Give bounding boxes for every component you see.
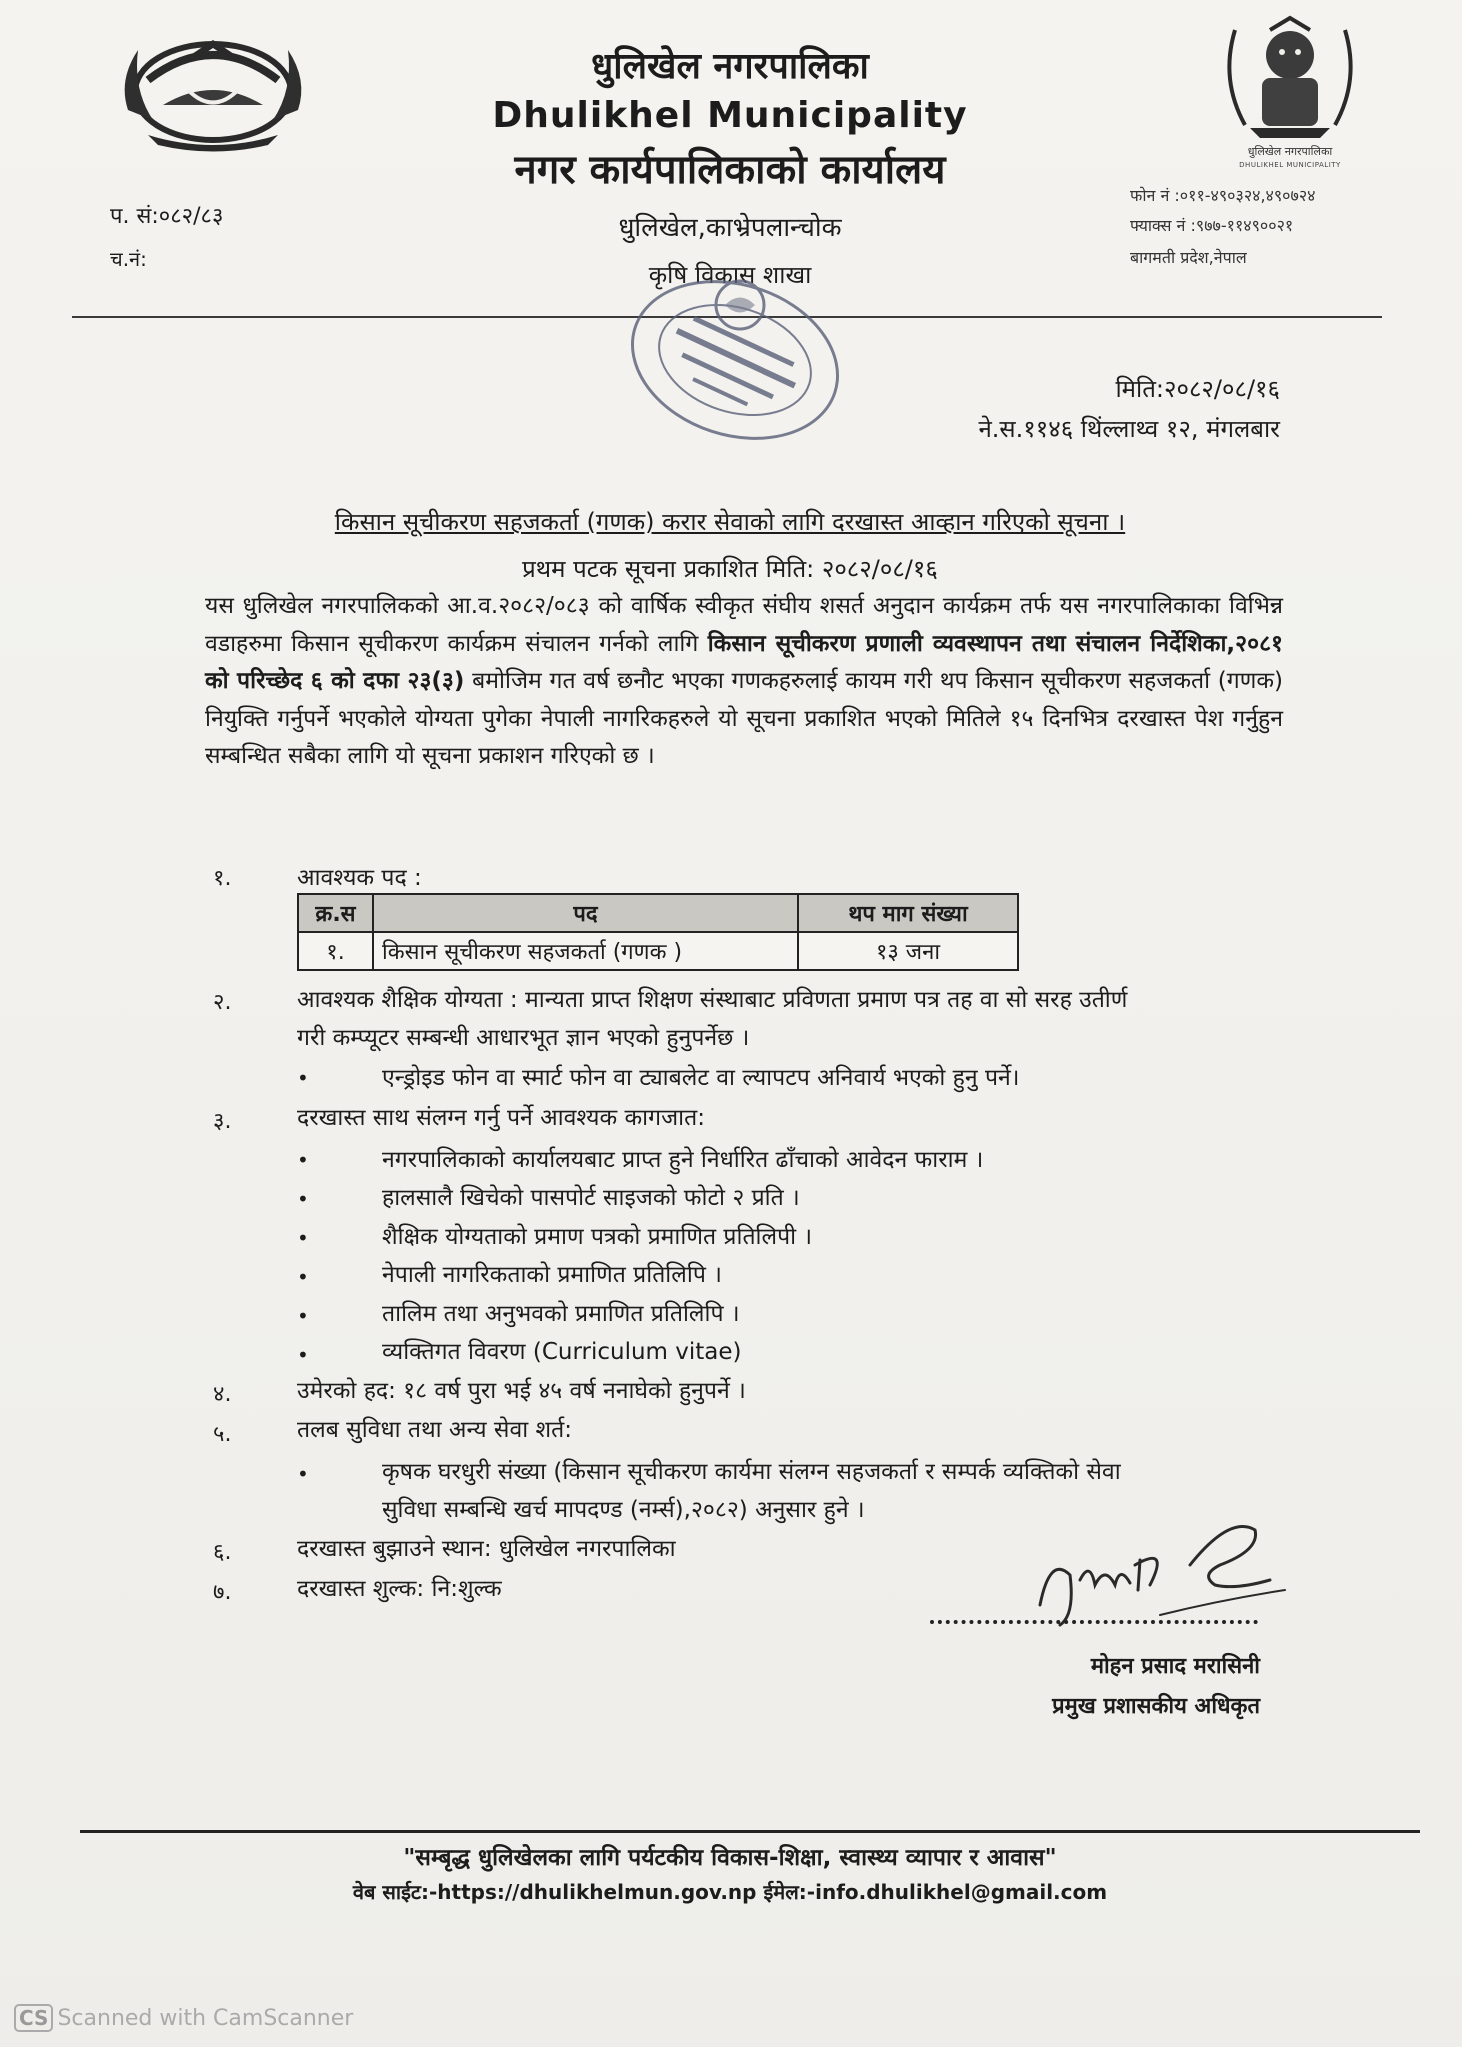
bullet-icon: •	[297, 1148, 309, 1172]
bullet-icon: •	[297, 1462, 309, 1486]
municipality-emblem-icon	[108, 20, 318, 155]
footer-divider	[80, 1830, 1420, 1833]
deity-logo	[1200, 10, 1380, 180]
item-1-label: आवश्यक पद :	[297, 865, 422, 891]
deity-logo-icon	[1200, 10, 1380, 145]
table-cell-post: किसान सूचीकरण सहजकर्ता (गणक )	[373, 932, 798, 970]
bullet-icon: •	[297, 1066, 309, 1090]
item-5-bullet-line-1: कृषक घरधुरी संख्या (किसान सूचीकरण कार्यमा संलग्न सहजकर्ता र सम्पर्क व्यक्तिको सेवा	[382, 1459, 1121, 1485]
list-item: हालसालै खिचेको पासपोर्ट साइजको फोटो २ प्रति ।	[382, 1185, 800, 1211]
signatory-name: मोहन प्रसाद मरासिनी	[1090, 1654, 1260, 1679]
item-7-number: ७.	[213, 1580, 232, 1605]
table-header-post: पद	[373, 894, 798, 932]
dispatch-number: च.नं:	[110, 247, 147, 271]
office-stamp-icon	[610, 275, 860, 450]
table-header-row	[298, 894, 1018, 932]
contact-province: बागमती प्रदेश,नेपाल	[1130, 248, 1247, 267]
posts-table	[297, 893, 1019, 971]
item-2-line-2: गरी कम्प्यूटर सम्बन्धी आधारभूत ज्ञान भएको हुनुपर्नेछ ।	[297, 1025, 750, 1051]
item-5-bullet-line-2: सुविधा सम्बन्धि खर्च मापदण्ड (नर्म्स),२०८२) अनुसार हुने ।	[382, 1497, 865, 1523]
item-3-label: दरखास्त साथ संलग्न गर्नु पर्ने आवश्यक कागजात:	[297, 1105, 705, 1131]
notice-body	[205, 588, 1283, 776]
published-date: प्रथम पटक सूचना प्रकाशित मिति: २०८२/०८/१६	[522, 555, 938, 583]
table-header-count: थप माग संख्या	[798, 894, 1018, 932]
signature-line	[930, 1620, 1258, 1624]
bullet-icon: •	[297, 1187, 309, 1211]
list-item: नगरपालिकाको कार्यालयबाट प्राप्त हुने निर्धारित ढाँचाको आवेदन फाराम ।	[382, 1147, 984, 1173]
item-5-number: ५.	[213, 1422, 232, 1447]
reference-number: प. सं:०८२/८३	[110, 204, 224, 229]
contact-phone: फोन नं :०११-४९०३२४,४९०७२४	[1130, 186, 1316, 205]
item-6-number: ६.	[213, 1540, 232, 1565]
footer-slogan: "सम्बृद्ध धुलिखेलका लागि पर्यटकीय विकास-शिक्षा, स्वास्थ्य व्यापार र आवास"	[403, 1845, 1057, 1871]
nepal-sambat-date: ने.स.११४६ थिंल्लाथ्व १२, मंगलबार	[978, 415, 1280, 443]
signatory-title: प्रमुख प्रशासकीय अधिकृत	[1052, 1694, 1260, 1719]
logo-caption: धुलिखेल नगरपालिका	[1247, 145, 1333, 158]
bullet-icon: •	[297, 1304, 309, 1328]
website-label: वेब साईट:-	[352, 1880, 438, 1904]
table-cell-sn: १.	[298, 932, 373, 970]
notice-body-bold: किसान सूचीकरण प्रणाली व्यवस्थापन तथा संचालन निर्देशिका,२०८१ को परिच्छेद ६ को दफा २३(३)	[205, 630, 1283, 695]
item-7-text: दरखास्त शुल्क: नि:शुल्क	[297, 1576, 502, 1602]
camscanner-logo-icon: CS	[14, 2004, 53, 2032]
list-item: तालिम तथा अनुभवको प्रमाणित प्रतिलिपि ।	[382, 1301, 740, 1327]
item-2-number: २.	[213, 990, 232, 1015]
item-6-text: दरखास्त बुझाउने स्थान: धुलिखेल नगरपालिका	[297, 1536, 676, 1562]
bullet-icon: •	[297, 1226, 309, 1250]
item-5-label: तलब सुविधा तथा अन्य सेवा शर्त:	[297, 1417, 573, 1443]
camscanner-watermark	[14, 2004, 353, 2032]
signature-icon	[1020, 1505, 1290, 1635]
item-2-line-1: आवश्यक शैक्षिक योग्यता : मान्यता प्राप्त शिक्षण संस्थाबाट प्रविणता प्रमाण पत्र तह वा सो सरह उतीर्ण	[297, 987, 1128, 1013]
list-item: शैक्षिक योग्यताको प्रमाण पत्रको प्रमाणित प्रतिलिपी ।	[382, 1224, 813, 1250]
table-header-sn: क्र.स	[298, 894, 373, 932]
notice-body-part2: बमोजिम गत वर्ष छनौट भएका गणकहरुलाई कायम गरी थप किसान सूचीकरण सहजकर्ता (गणक) नियुक्ति गर्नुपर्ने भएकोले योग्यता पुगेका नेपाली नागरिकहरुले यो सूचना प्रकाशित भएको मितिले १५ दिनभित्र दरखास्त पेश गर्नुहुन सम्बन्धित सबैका लागि यो सूचना प्रकाशन गरिएको छ ।	[205, 668, 1283, 770]
item-4-number: ४.	[213, 1382, 232, 1407]
header-office-name: नगर कार्यपालिकाको कार्यालय	[514, 147, 946, 193]
item-1-number: १.	[213, 866, 232, 891]
header-branch: कृषि विकास शाखा	[648, 261, 812, 289]
bullet-icon: •	[297, 1265, 309, 1289]
footer-contact	[200, 1878, 1260, 1905]
list-item: नेपाली नागरिकताको प्रमाणित प्रतिलिपि ।	[382, 1262, 722, 1288]
camscanner-text: Scanned with CamScanner	[57, 2006, 354, 2031]
item-4-text: उमेरको हद: १८ वर्ष पुरा भई ४५ वर्ष ननाघेको हुनुपर्ने ।	[297, 1378, 746, 1404]
table-cell-count: १३ जना	[798, 932, 1018, 970]
notice-subject: किसान सूचीकरण सहजकर्ता (गणक) करार सेवाको लागि दरखास्त आव्हान गरिएको सूचना ।	[334, 508, 1126, 536]
item-3-number: ३.	[213, 1109, 232, 1134]
email-link[interactable]: info.dhulikhel@gmail.com	[815, 1880, 1108, 1904]
notice-date: मिति:२०८२/०८/१६	[1115, 375, 1280, 403]
website-link[interactable]: https://dhulikhelmun.gov.np	[437, 1880, 757, 1904]
contact-fax: फ्याक्स नं :९७७-११४९००२१	[1130, 216, 1294, 235]
header-name-nepali: धुलिखेल नगरपालिका	[591, 46, 869, 87]
header-address: धुलिखेल,काभ्रेपलान्चोक	[618, 213, 842, 243]
logo-caption-en: DHULIKHEL MUNICIPALITY	[1239, 161, 1341, 169]
email-label: ईमेल:-	[756, 1880, 816, 1904]
bullet-icon: •	[297, 1343, 309, 1367]
item-2-bullet: एन्ड्रोइड फोन वा स्मार्ट फोन वा ट्याबलेट वा ल्यापटप अनिवार्य भएको हुनु पर्ने।	[382, 1065, 1020, 1091]
header-name-english: Dhulikhel Municipality	[492, 95, 968, 136]
list-item: व्यक्तिगत विवरण (Curriculum vitae)	[382, 1339, 742, 1365]
table-row	[298, 932, 1018, 970]
notice-body-part1: यस धुलिखेल नगरपालिकको आ.व.२०८२/०८३ को वार्षिक स्वीकृत संघीय शसर्त अनुदान कार्यक्रम तर्फ यस नगरपालिकाका विभिन्न वडाहरुमा किसान सूचीकरण कार्यक्रम संचालन गर्नको लागि	[205, 593, 1283, 657]
